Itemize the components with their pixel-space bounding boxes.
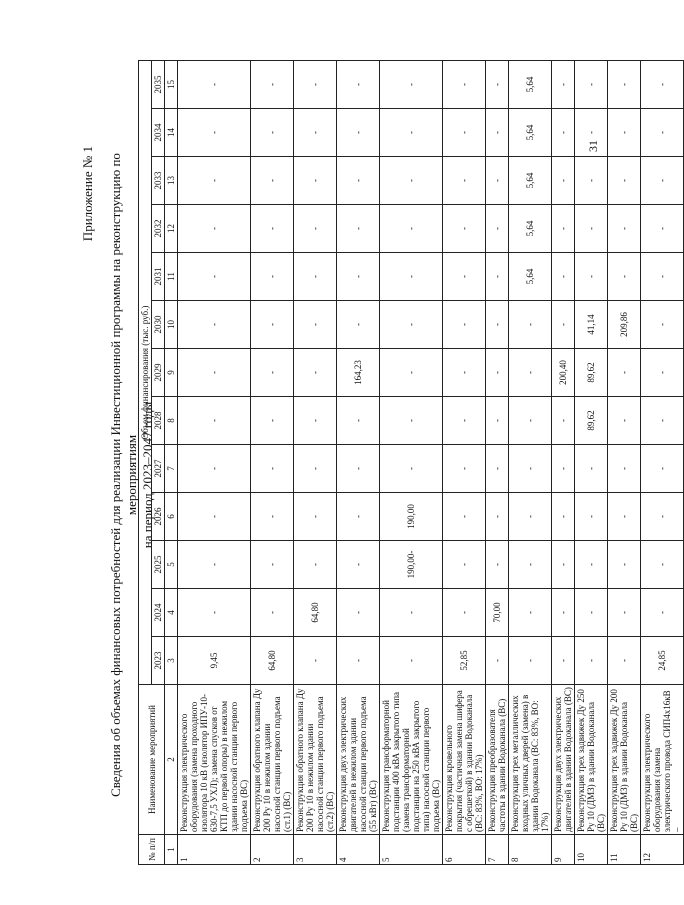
financing-table (138, 60, 684, 865)
row-value: - (294, 253, 337, 301)
row-value: 190,00 (380, 493, 443, 541)
row-value: - (608, 205, 641, 253)
row-value: - (443, 109, 486, 157)
row-value: - (337, 397, 380, 445)
row-value: - (486, 349, 509, 397)
table-row (294, 61, 337, 865)
row-value: - (178, 493, 251, 541)
row-value: - (486, 301, 509, 349)
row-number: 4 (337, 835, 380, 865)
row-number: 7 (486, 835, 509, 865)
row-value: - (294, 541, 337, 589)
row-name: Реконструкция двух электрических двигателей в нежилом здании насосной станции первого подъема (55 кВт) (ВС) (337, 685, 380, 835)
year-header: 2026 (152, 493, 165, 541)
row-number: 12 (641, 835, 684, 865)
row-value: - (641, 205, 684, 253)
row-value: - (251, 445, 294, 493)
table-row (178, 61, 251, 865)
row-value: - (337, 589, 380, 637)
row-name: Реконструкция двух электрических двигателей в здании Водоканала (ВС) (552, 685, 575, 835)
index-year: 15 (165, 61, 178, 109)
year-header: 2029 (152, 349, 165, 397)
row-value: - (608, 637, 641, 685)
row-name: Реконструкция трансформаторной подстанции 400 кВА закрытого типа (замена трансформаторной подстанции на 250 кВА закрытого типа) насосной станции первого подъема (ВС) (380, 685, 443, 835)
row-value: - (337, 445, 380, 493)
table-row (443, 61, 486, 865)
row-value: - (178, 589, 251, 637)
row-value: - (443, 445, 486, 493)
row-value: - (337, 205, 380, 253)
index-year: 9 (165, 349, 178, 397)
row-value: - (380, 445, 443, 493)
row-value: - (380, 157, 443, 205)
row-value: - (380, 589, 443, 637)
row-value: - (486, 109, 509, 157)
row-value: - (486, 397, 509, 445)
row-value: - (608, 61, 641, 109)
row-value: 24,85 (641, 637, 684, 685)
row-value: - (509, 493, 552, 541)
row-value: - (552, 493, 575, 541)
row-value: - (608, 109, 641, 157)
row-value: - (575, 589, 608, 637)
index-year: 7 (165, 445, 178, 493)
year-header: 2034 (152, 109, 165, 157)
table-row (509, 61, 552, 865)
row-value: - (337, 493, 380, 541)
row-value: - (337, 61, 380, 109)
row-value: - (443, 205, 486, 253)
row-value: - (251, 541, 294, 589)
year-header: 2027 (152, 445, 165, 493)
row-value: - (380, 349, 443, 397)
row-name: Реконструкция трех задвижек Ду 250 Ру 10 (ДМЗ) в здании Водоканала (ВС) (575, 685, 608, 835)
header-num: № п/п (139, 835, 165, 865)
row-value: - (294, 61, 337, 109)
row-value: - (552, 157, 575, 205)
row-value: 5,64 (509, 205, 552, 253)
row-value: - (380, 205, 443, 253)
index-year: 4 (165, 589, 178, 637)
row-name: Реконструкция трех задвижек Ду 200 Ру 10 (ДМЗ) в здании Водоканала (ВС) (608, 685, 641, 835)
row-value: - (608, 157, 641, 205)
row-value: - (294, 301, 337, 349)
table-row (641, 61, 684, 865)
row-value: - (251, 157, 294, 205)
row-value: - (337, 157, 380, 205)
row-value: - (178, 301, 251, 349)
row-value: - (443, 253, 486, 301)
index-year: 11 (165, 253, 178, 301)
row-value: - (575, 637, 608, 685)
row-value: - (608, 493, 641, 541)
title-line-1: Сведения об объемах финансовых потребностей для реализации Инвестиционной программы на реконструкцию по мероприятиям (108, 153, 139, 797)
row-value: - (641, 493, 684, 541)
row-value: - (443, 493, 486, 541)
index-year: 10 (165, 301, 178, 349)
row-value: - (251, 349, 294, 397)
title-line-2: на период 2023–2047 годы (140, 401, 155, 549)
row-value: 190,00- (380, 541, 443, 589)
row-value: - (251, 109, 294, 157)
row-number: 3 (294, 835, 337, 865)
row-number: 1 (178, 835, 251, 865)
row-value: - (294, 205, 337, 253)
year-header: 2023 (152, 637, 165, 685)
row-value: - (552, 445, 575, 493)
row-value: - (509, 397, 552, 445)
row-value: - (509, 349, 552, 397)
row-number: 5 (380, 835, 443, 865)
row-value: - (380, 301, 443, 349)
row-value: - (552, 205, 575, 253)
row-number: 10 (575, 835, 608, 865)
table-row (251, 61, 294, 865)
row-value: - (251, 301, 294, 349)
row-value: - (294, 637, 337, 685)
row-value: - (486, 205, 509, 253)
row-value: - (443, 397, 486, 445)
row-value: - (608, 253, 641, 301)
row-value: 70,00 (486, 589, 509, 637)
index-year: 3 (165, 637, 178, 685)
header-index-row (165, 61, 178, 865)
row-value: - (294, 493, 337, 541)
table-body (178, 61, 684, 865)
row-value: - (575, 445, 608, 493)
row-value: - (294, 397, 337, 445)
row-value: - (443, 301, 486, 349)
appendix-label: Приложение № 1 (80, 146, 95, 242)
row-name: Реконструкция обратного клапана Ду 200 Ру 10 в нежилом здании насосной станции первого подъема (ст.1) (ВС) (251, 685, 294, 835)
row-value: 209,86 (608, 301, 641, 349)
row-value: - (486, 253, 509, 301)
row-value: - (509, 637, 552, 685)
row-value: - (337, 253, 380, 301)
index-year: 12 (165, 205, 178, 253)
year-header: 2035 (152, 61, 165, 109)
header-name: Наименование мероприятий (139, 685, 165, 835)
row-value: - (641, 589, 684, 637)
row-value: - (443, 61, 486, 109)
row-value: - (251, 61, 294, 109)
table-row (486, 61, 509, 865)
index-year: 6 (165, 493, 178, 541)
row-value: - (509, 589, 552, 637)
row-value: 5,64 (509, 109, 552, 157)
index-year: 13 (165, 157, 178, 205)
row-value: - (641, 445, 684, 493)
year-header: 2024 (152, 589, 165, 637)
year-header: 2025 (152, 541, 165, 589)
row-value: - (178, 397, 251, 445)
row-number: 11 (608, 835, 641, 865)
index-num: 1 (165, 835, 178, 865)
row-value: - (509, 301, 552, 349)
row-value: - (608, 445, 641, 493)
row-value: - (575, 493, 608, 541)
table-row (337, 61, 380, 865)
row-value: - (509, 445, 552, 493)
row-value: - (178, 445, 251, 493)
row-value: - (178, 205, 251, 253)
row-value: - (608, 541, 641, 589)
row-value: - (443, 541, 486, 589)
row-value: - (575, 541, 608, 589)
row-value: 200,40 (552, 349, 575, 397)
row-value: - (641, 109, 684, 157)
row-value: - (486, 493, 509, 541)
row-name: Реконструкция трех металлических входных уличных дверей (замена) в здании Водоканала (ВС: 83%, ВО: 17%) (509, 685, 552, 835)
row-value: - (641, 61, 684, 109)
row-number: 2 (251, 835, 294, 865)
row-name: Реконструкция кровельного покрытия (частичная замена шифера с обрешеткой) в здании Водоканала (ВС: 83%, ВО: 17%) (443, 685, 486, 835)
row-value: - (251, 589, 294, 637)
row-name: Реконструкция преобразователя частоты в здании Водоканала (ВС) (486, 685, 509, 835)
row-value: - (575, 205, 608, 253)
row-value: 89,62 (575, 397, 608, 445)
row-value: 9,45 (178, 637, 251, 685)
year-header: 2028 (152, 397, 165, 445)
row-value: - (443, 589, 486, 637)
row-value: - (608, 397, 641, 445)
row-name: Реконструкция электрического оборудования (замена электрического провода СИП4х16кВ – (641, 685, 684, 835)
row-number: 9 (552, 835, 575, 865)
page-number: 31 (586, 140, 600, 152)
row-value: 52,85 (443, 637, 486, 685)
row-value: - (380, 253, 443, 301)
row-value: - (552, 61, 575, 109)
row-name: Реконструкция электрического оборудования (замена проходного изолятора 10 кВ (изолятор ИПУ-10-630-7,5 УХЛ); замена спусков от КТП до первой опоры) в нежилом здании насосной станции первого подъема (ВС) (178, 685, 251, 835)
row-value: - (552, 109, 575, 157)
row-value: - (251, 205, 294, 253)
table-row (608, 61, 641, 865)
row-value: - (509, 541, 552, 589)
row-value: - (486, 157, 509, 205)
index-year: 14 (165, 109, 178, 157)
row-value: - (552, 397, 575, 445)
row-value: - (486, 445, 509, 493)
row-value: - (294, 157, 337, 205)
row-value: - (251, 253, 294, 301)
row-value: - (641, 301, 684, 349)
index-name: 2 (165, 685, 178, 835)
row-value: - (552, 253, 575, 301)
row-value: - (294, 109, 337, 157)
row-value: - (641, 157, 684, 205)
row-value: 64,80 (294, 589, 337, 637)
row-value: - (552, 541, 575, 589)
row-number: 8 (509, 835, 552, 865)
row-value: - (380, 637, 443, 685)
year-header: 2030 (152, 301, 165, 349)
row-value: - (552, 589, 575, 637)
row-value: - (178, 61, 251, 109)
row-value: - (337, 301, 380, 349)
row-value: - (178, 157, 251, 205)
row-value: - (608, 589, 641, 637)
row-value: - (552, 637, 575, 685)
row-value: - (251, 493, 294, 541)
row-value: - (294, 445, 337, 493)
index-year: 8 (165, 397, 178, 445)
row-value: 5,64 (509, 61, 552, 109)
row-value: - (486, 637, 509, 685)
row-value: - (552, 301, 575, 349)
row-value: - (443, 157, 486, 205)
row-value: - (443, 349, 486, 397)
row-value: - (251, 397, 294, 445)
index-year: 5 (165, 541, 178, 589)
row-value: - (178, 541, 251, 589)
row-value: - (575, 109, 608, 157)
row-value: - (337, 109, 380, 157)
row-value: - (380, 109, 443, 157)
year-header: 2031 (152, 253, 165, 301)
table-row (575, 61, 608, 865)
year-header: 2033 (152, 157, 165, 205)
row-value: - (575, 157, 608, 205)
row-value: - (641, 349, 684, 397)
row-value: - (178, 253, 251, 301)
row-value: - (575, 61, 608, 109)
row-value: 89,62 (575, 349, 608, 397)
row-value: - (337, 637, 380, 685)
row-value: 5,64 (509, 253, 552, 301)
row-value: - (486, 541, 509, 589)
table-row (380, 61, 443, 865)
year-header: 2032 (152, 205, 165, 253)
row-value: - (641, 253, 684, 301)
row-value: 5,64 (509, 157, 552, 205)
row-number: 6 (443, 835, 486, 865)
row-value: - (178, 349, 251, 397)
header-volume: Объем финансирования (тыс. руб.) (139, 61, 152, 685)
row-value: - (380, 397, 443, 445)
row-value: 41,14 (575, 301, 608, 349)
row-value: - (380, 61, 443, 109)
table-row (552, 61, 575, 865)
row-value: - (641, 541, 684, 589)
row-value: - (575, 253, 608, 301)
row-value: 64,80 (251, 637, 294, 685)
row-name: Реконструкция обратного клапана Ду 200 Ру 10 в нежилом здании насосной станции первого подъема (ст.2) (ВС) (294, 685, 337, 835)
row-value: - (641, 397, 684, 445)
row-value: - (608, 349, 641, 397)
row-value: 164,23 (337, 349, 380, 397)
row-value: - (337, 541, 380, 589)
row-value: - (178, 109, 251, 157)
row-value: - (294, 349, 337, 397)
row-value: - (486, 61, 509, 109)
